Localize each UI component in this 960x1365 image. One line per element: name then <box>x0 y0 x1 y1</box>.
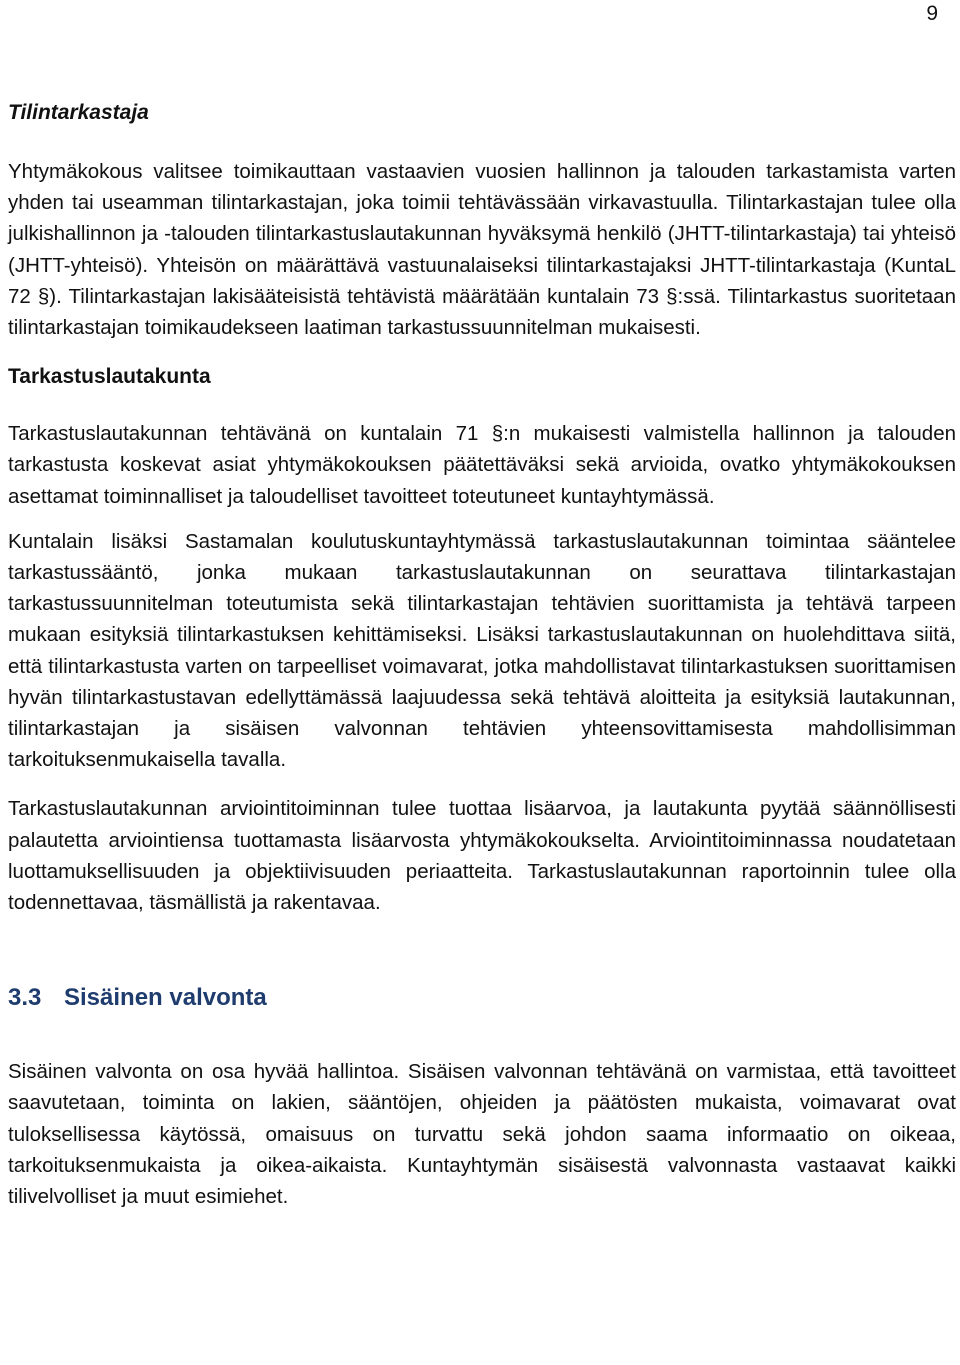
document-body <box>8 97 956 1212</box>
section-number: 3.3 <box>8 984 42 1012</box>
heading-tarkastuslautakunta: Tarkastuslautakunta <box>8 365 211 389</box>
paragraph-tarkastuslautakunta-2: Kuntalain lisäksi Sastamalan koulutuskuntayhtymässä tarkastuslautakunnan toimintaa sääntelee tarkastussääntö, jonka mukaan tarkastuslautakunnan on seurattava tilintarkastajan tarkastussuunnitelman toteutumista sekä tilintarkastajan tehtävien suorittamista ja tehtävä tarpeen mukaan esityksiä tilintarkastuksen kehittämiseksi. Lisäksi tarkastuslautakunnan on huolehdittava siitä, että tilintarkastusta varten on tarpeelliset voimavarat, jotka mahdollistavat tilintarkastuksen suorittamisen hyvän tilintarkastustavan edellyttämässä laajuudessa sekä tehtävä aloitteita ja esityksiä lautakunnan, tilintarkastajan ja sisäisen valvonnan tehtävien yhteensovittamisesta mahdollisimman tarkoituksenmukaisella tavalla. <box>8 529 956 772</box>
paragraph-tilintarkastaja: Yhtymäkokous valitsee toimikauttaan vastaavien vuosien hallinnon ja talouden tarkastamista varten yhden tai useamman tilintarkastajan, joka toimii tehtävässään virkavastuulla. Tilintarkastajan tulee olla julkishallinnon ja -talouden tilintarkastuslautakunnan hyväksymä henkilö (JHTT-tilintarkastaja) tai yhteisö (JHTT-yhteisö). Yhteisön on määrättävä vastuunalaiseksi tilintarkastajaksi JHTT-tilintarkastaja (KuntaL 72 §). Tilintarkastajan lakisääteisistä tehtävistä määrätään kuntalain 73 §:ssä. Tilintarkastus suoritetaan tilintarkastajan toimikaudekseen laatiman tarkastussuunnitelman mukaisesti. <box>8 160 956 340</box>
heading-tilintarkastaja: Tilintarkastaja <box>8 101 149 124</box>
section-heading-sisainen-valvonta <box>8 980 956 1016</box>
paragraph-tarkastuslautakunta-3: Tarkastuslautakunnan arviointitoiminnan tulee tuottaa lisäarvoa, ja lautakunta pyytää säännöllisesti palautetta arviointiensa tuottamasta lisäarvosta yhtymäkokoukselta. Arviointitoiminnassa noudatetaan luottamuksellisuuden ja objektiivisuuden periaatteita. Tarkastuslautakunnan raportoinnin tulee olla todennettavaa, täsmällistä ja rakentavaa. <box>8 797 956 915</box>
page-number: 9 <box>926 2 938 25</box>
paragraph-tarkastuslautakunta-1: Tarkastuslautakunnan tehtävänä on kuntalain 71 §:n mukaisesti valmistella hallinnon ja talouden tarkastusta koskevat asiat yhtymäkokouksen päätettäväksi sekä arvioida, ovatko yhtymäkokouksen asettamat toiminnalliset ja taloudelliset tavoitteet toteutuneet kuntayhtymässä. <box>8 422 956 508</box>
section-title: Sisäinen valvonta <box>64 984 267 1012</box>
paragraph-sisainen-valvonta: Sisäinen valvonta on osa hyvää hallintoa. Sisäisen valvonnan tehtävänä on varmistaa, että tavoitteet saavutetaan, toiminta on lakien, sääntöjen, ohjeiden ja päätösten mukaista, voimavarat ovat tuloksellisessa käytössä, omaisuus on turvattu sekä johdon saama informaatio on oikeaa, tarkoituksenmukaista ja oikea-aikaista. Kuntayhtymän sisäisestä valvonnasta vastaavat kaikki tilivelvolliset ja muut esimiehet. <box>8 1060 956 1209</box>
